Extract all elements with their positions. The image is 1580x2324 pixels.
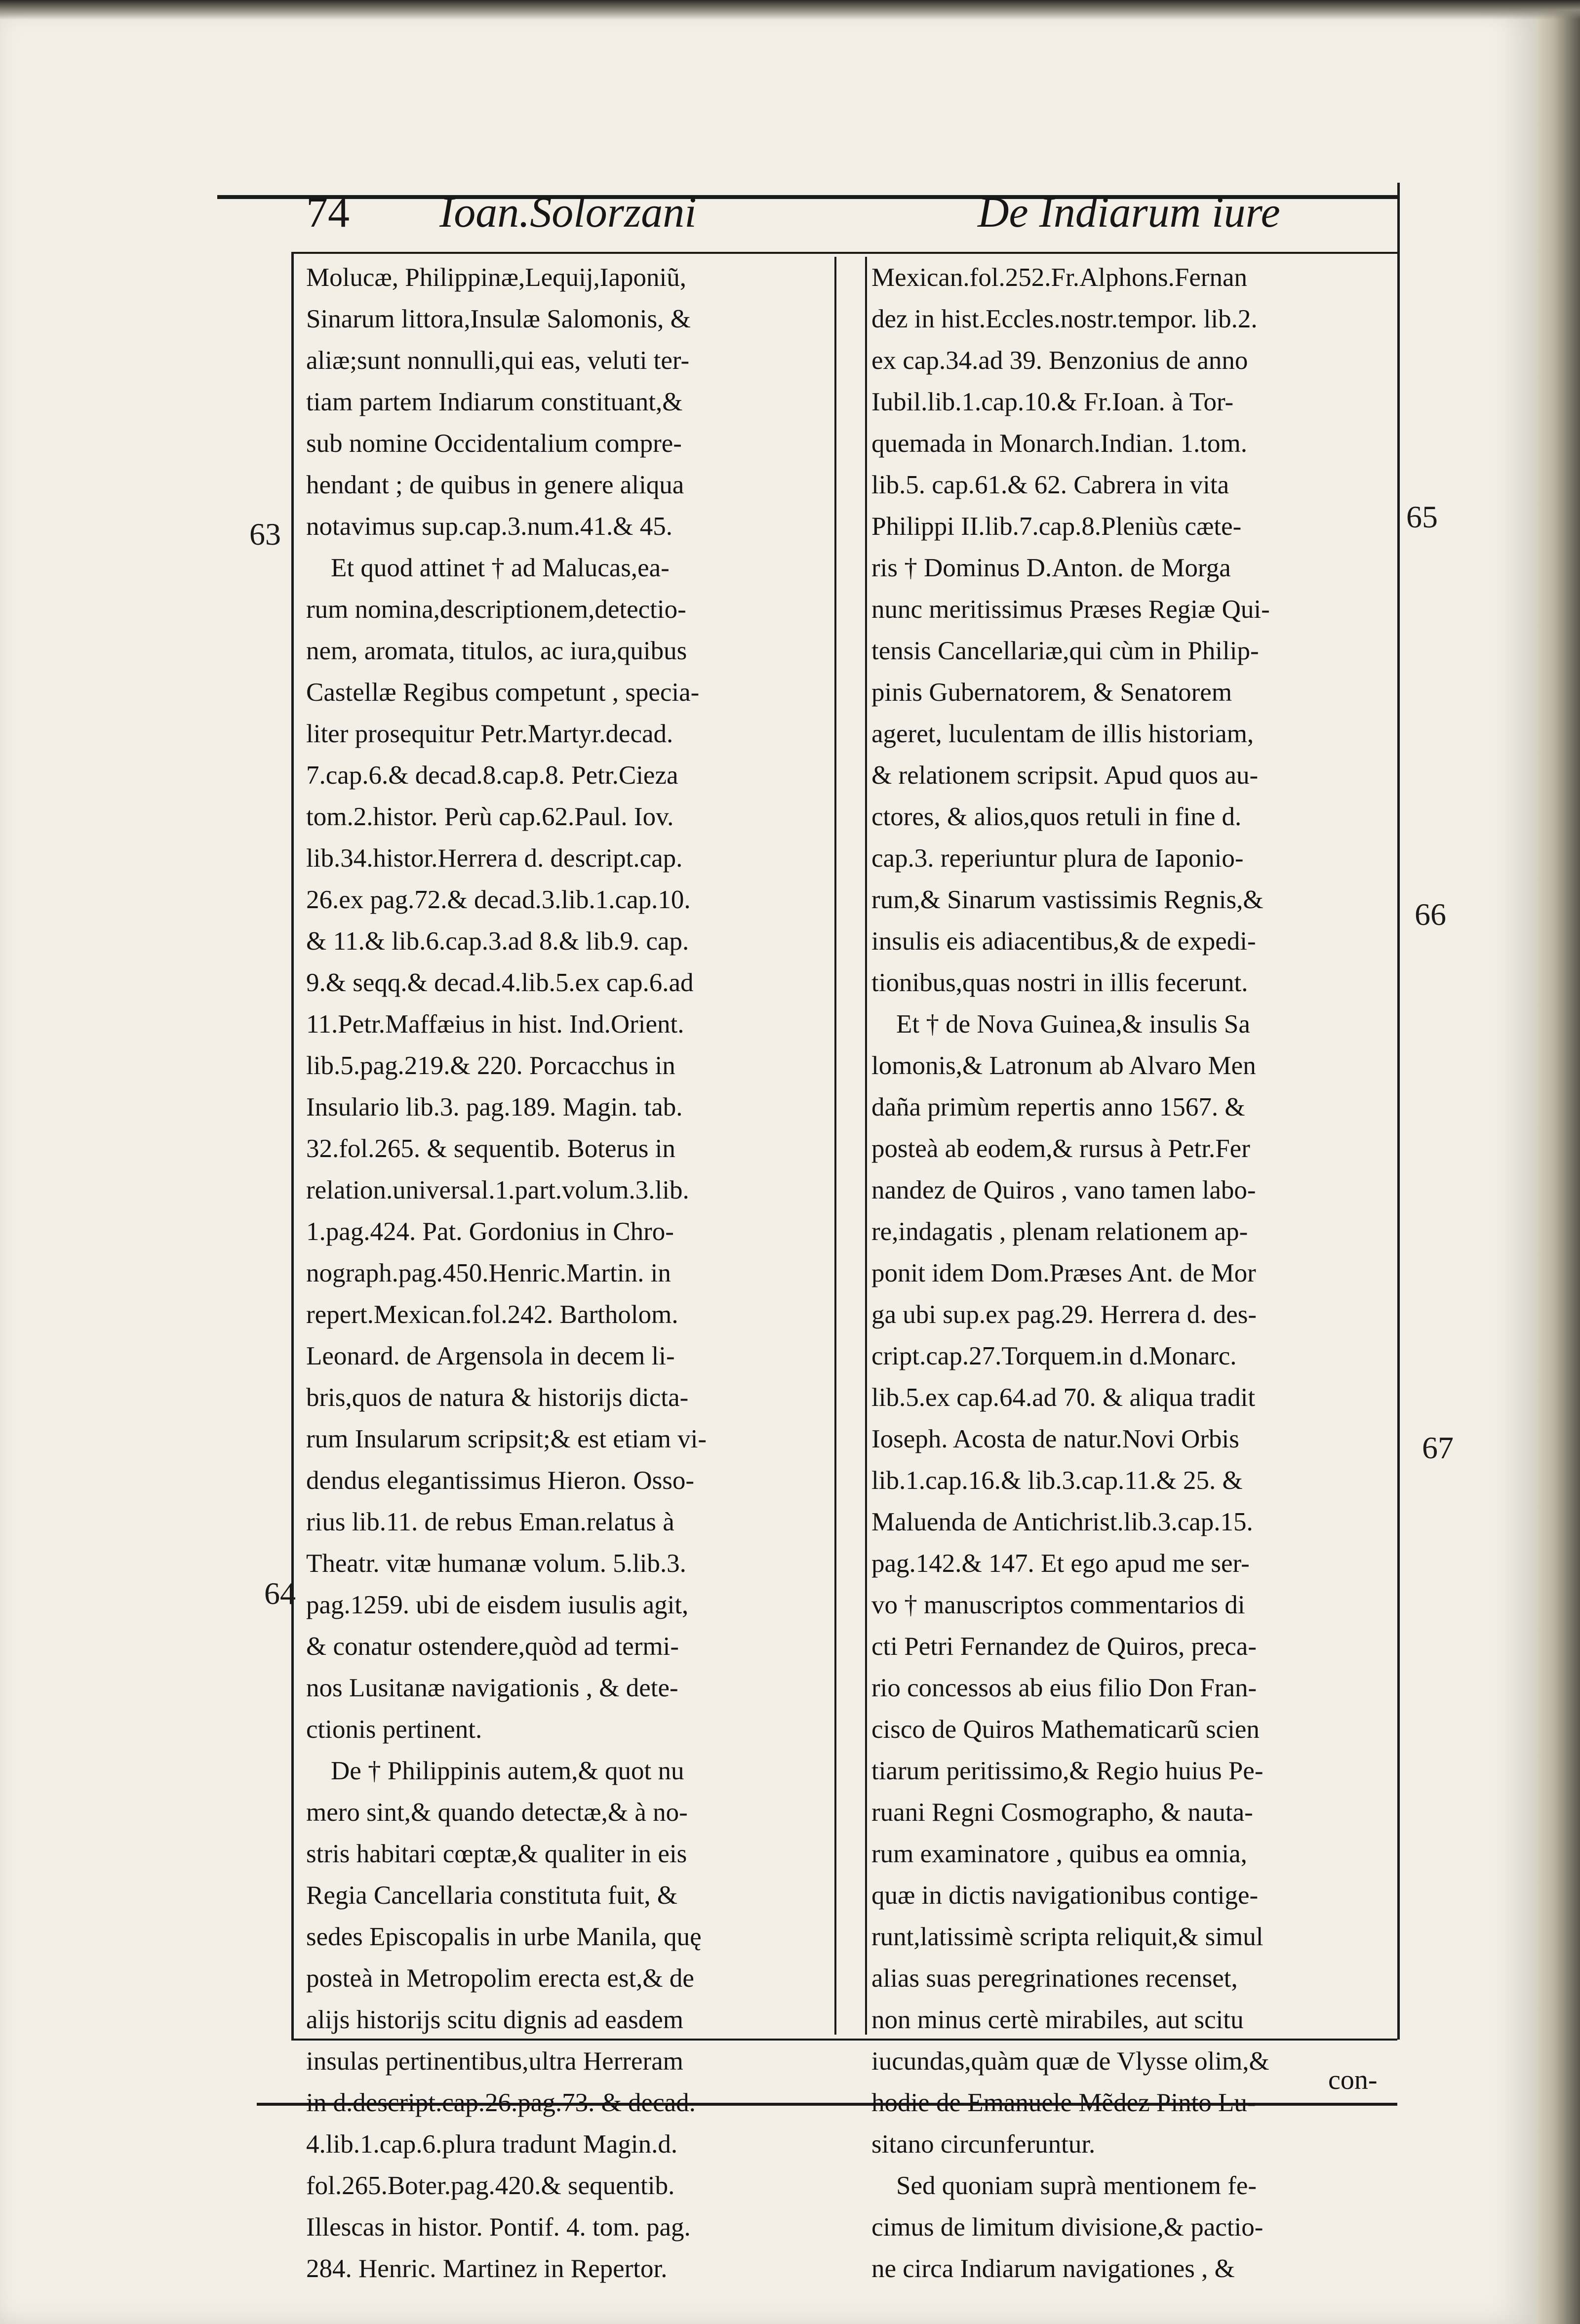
column-divider-left [834,257,836,2035]
text-line: 26.ex pag.72.& decad.3.lib.1.cap.10. [306,885,691,914]
text-line: dez in hist.Eccles.nostr.tempor. lib.2. [871,305,1258,333]
text-line: 9.& seqq.& decad.4.lib.5.ex cap.6.ad [306,968,694,997]
text-line: hendant ; de quibus in genere aliqua [306,471,684,499]
text-line: ex cap.34.ad 39. Benzonius de anno [871,346,1248,375]
text-line: notavimus sup.cap.3.num.41.& 45. [306,512,672,541]
text-line: sub nomine Occidentalium compre- [306,429,682,458]
frame-right-rule [1397,183,1400,2040]
text-line: Insulario lib.3. pag.189. Magin. tab. [306,1093,683,1122]
text-line: rum Insularum scripsit;& est etiam vi- [306,1425,707,1453]
text-line: aliæ;sunt nonnulli,qui eas, veluti ter- [306,346,690,375]
text-line: re,indagatis , plenam relationem ap- [871,1217,1248,1246]
facing-page-edge [1536,0,1580,2324]
catchword: con- [1328,2065,1378,2095]
text-line: tensis Cancellariæ,qui cùm in Philip- [871,637,1259,665]
text-line: quemada in Monarch.Indian. 1.tom. [871,429,1247,458]
text-line: pag.142.& 147. Et ego apud me ser- [871,1549,1250,1578]
text-line: runt,latissimè scripta reliquit,& simul [871,1923,1264,1951]
text-line: rum,& Sinarum vastissimis Regnis,& [871,885,1264,914]
frame-left-rule [291,252,294,2040]
text-line: quæ in dictis navigationibus contige- [871,1881,1259,1910]
text-line: lomonis,& Latronum ab Alvaro Men [871,1051,1256,1080]
text-line: Ioseph. Acosta de natur.Novi Orbis [871,1425,1239,1453]
text-line: Maluenda de Antichrist.lib.3.cap.15. [871,1508,1253,1536]
text-line: tiam partem Indiarum constituant,& [306,388,683,416]
text-line: pinis Gubernatorem, & Senatorem [871,678,1232,707]
text-line: pag.1259. ubi de eisdem iusulis agit, [306,1591,689,1619]
text-line: repert.Mexican.fol.242. Bartholom. [306,1300,678,1329]
right-text-column [871,257,1395,2283]
text-line: Castellæ Regibus competunt , specia- [306,678,700,707]
text-line: ponit idem Dom.Præses Ant. de Mor [871,1259,1256,1287]
text-line: 7.cap.6.& decad.8.cap.8. Petr.Cieza [306,761,678,790]
text-line: cript.cap.27.Torquem.in d.Monarc. [871,1342,1237,1370]
text-line: posteà ab eodem,& rursus à Petr.Fer [871,1134,1250,1163]
text-line: Iubil.lib.1.cap.10.& Fr.Ioan. à Tor- [871,388,1234,416]
text-line: & 11.& lib.6.cap.3.ad 8.& lib.9. cap. [306,927,689,956]
text-line: dendus elegantissimus Hieron. Osso- [306,1466,695,1495]
column-divider-right [865,257,867,2035]
text-line: insulas pertinentibus,ultra Herreram [306,2047,683,2076]
text-line: fol.265.Boter.pag.420.& sequentib. [306,2171,675,2200]
text-line: lib.1.cap.16.& lib.3.cap.11.& 25. & [871,1466,1243,1495]
left-text-column [306,257,830,2283]
text-line: relation.universal.1.part.volum.3.lib. [306,1176,689,1204]
text-line: non minus certè mirabiles, aut scitu [871,2005,1244,2034]
margin-number-65: 65 [1406,499,1438,534]
text-line: Sinarum littora,Insulæ Salomonis, & [306,305,691,333]
text-line: posteà in Metropolim erecta est,& de [306,1964,694,1993]
text-line: in d.descript.cap.26.pag.73. & decad. [306,2088,696,2117]
text-line: Et quod attinet † ad Malucas,ea- [331,554,670,582]
text-line: hodie de Emanuele Mẽdez Pinto Lu- [871,2088,1256,2117]
text-line: Mexican.fol.252.Fr.Alphons.Fernan [871,263,1248,292]
text-line: rum nomina,descriptionem,detectio- [306,595,686,624]
margin-number-64: 64 [264,1576,296,1611]
text-line: Philippi II.lib.7.cap.8.Pleniùs cæte- [871,512,1242,541]
text-line: Illescas in histor. Pontif. 4. tom. pag. [306,2213,691,2242]
text-line: 284. Henric. Martinez in Repertor. [306,2254,668,2283]
text-line: 11.Petr.Maffæius in hist. Ind.Orient. [306,1010,684,1039]
text-line: cti Petri Fernandez de Quiros, preca- [871,1632,1257,1661]
text-line: & relationem scripsit. Apud quos au- [871,761,1259,790]
text-line: mero sint,& quando detectæ,& à no- [306,1798,688,1827]
margin-number-66: 66 [1415,897,1446,932]
text-line: insulis eis adiacentibus,& de expedi- [871,927,1256,956]
text-line: nograph.pag.450.Henric.Martin. in [306,1259,671,1287]
text-line: vo † manuscriptos commentarios di [871,1591,1245,1619]
text-line: lib.5.ex cap.64.ad 70. & aliqua tradit [871,1383,1256,1412]
text-line: cap.3. reperiuntur plura de Iaponio- [871,844,1244,873]
text-line: Et † de Nova Guinea,& insulis Sa [896,1010,1250,1039]
text-line: lib.34.histor.Herrera d. descript.cap. [306,844,683,873]
text-line: rio concessos ab eius filio Don Fran- [871,1674,1257,1702]
text-line: daña primùm repertis anno 1567. & [871,1093,1245,1122]
text-line: ageret, luculentam de illis historiam, [871,720,1254,748]
text-line: cisco de Quiros Mathematicarũ scien [871,1715,1260,1744]
text-line: alijs historijs scitu dignis ad easdem [306,2005,683,2034]
frame-top-rule [291,252,1397,254]
text-line: 4.lib.1.cap.6.plura tradunt Magin.d. [306,2130,678,2159]
text-line: De † Philippinis autem,& quot nu [331,1757,684,1785]
text-line: Molucæ, Philippinæ,Lequij,Iaponiũ, [306,263,686,292]
text-line: ctionis pertinent. [306,1715,482,1744]
text-line: lib.5. cap.61.& 62. Cabrera in vita [871,471,1229,499]
text-line: cimus de limitum divisione,& pactio- [871,2213,1264,2242]
text-line: tiarum peritissimo,& Regio huius Pe- [871,1757,1264,1785]
text-line: rius lib.11. de rebus Eman.relatus à [306,1508,674,1536]
text-line: sedes Episcopalis in urbe Manila, quę [306,1923,702,1951]
page-number: 74 [306,189,350,237]
margin-number-67: 67 [1422,1430,1454,1465]
text-line: lib.5.pag.219.& 220. Porcacchus in [306,1051,675,1080]
text-line: 1.pag.424. Pat. Gordonius in Chro- [306,1217,674,1246]
text-line: ris † Dominus D.Anton. de Morga [871,554,1231,582]
text-line: nunc meritissimus Præses Regiæ Qui- [871,595,1270,624]
text-line: tionibus,quas nostri in illis fecerunt. [871,968,1248,997]
text-line: nos Lusitanæ navigationis , & dete- [306,1674,678,1702]
running-head-title: De Indiarum iure [978,189,1280,237]
page-top-edge [0,0,1580,20]
text-line: Regia Cancellaria constituta fuit, & [306,1881,678,1910]
text-line: sitano circunferuntur. [871,2130,1096,2159]
text-line: & conatur ostendere,quòd ad termi- [306,1632,679,1661]
text-line: bris,quos de natura & historijs dicta- [306,1383,689,1412]
text-line: ctores, & alios,quos retuli in fine d. [871,802,1242,831]
running-head-author: Ioan.Solorzani [439,189,697,237]
text-line: alias suas peregrinationes recenset, [871,1964,1238,1993]
text-line: tom.2.histor. Perù cap.62.Paul. Iov. [306,802,674,831]
text-line: ruani Regni Cosmographo, & nauta- [871,1798,1253,1827]
margin-number-63: 63 [249,517,281,552]
text-line: Sed quoniam suprà mentionem fe- [896,2171,1257,2200]
text-line: iucundas,quàm quæ de Vlysse olim,& [871,2047,1269,2076]
text-line: rum examinatore , quibus ea omnia, [871,1840,1247,1868]
text-line: Theatr. vitæ humanæ volum. 5.lib.3. [306,1549,686,1578]
text-line: liter prosequitur Petr.Martyr.decad. [306,720,673,748]
text-line: stris habitari cœptæ,& qualiter in eis [306,1840,687,1868]
text-line: Leonard. de Argensola in decem li- [306,1342,675,1370]
text-line: nem, aromata, titulos, ac iura,quibus [306,637,687,665]
text-line: ne circa Indiarum navigationes , & [871,2254,1235,2283]
text-line: ga ubi sup.ex pag.29. Herrera d. des- [871,1300,1257,1329]
text-line: 32.fol.265. & sequentib. Boterus in [306,1134,675,1163]
text-line: nandez de Quiros , vano tamen labo- [871,1176,1256,1204]
